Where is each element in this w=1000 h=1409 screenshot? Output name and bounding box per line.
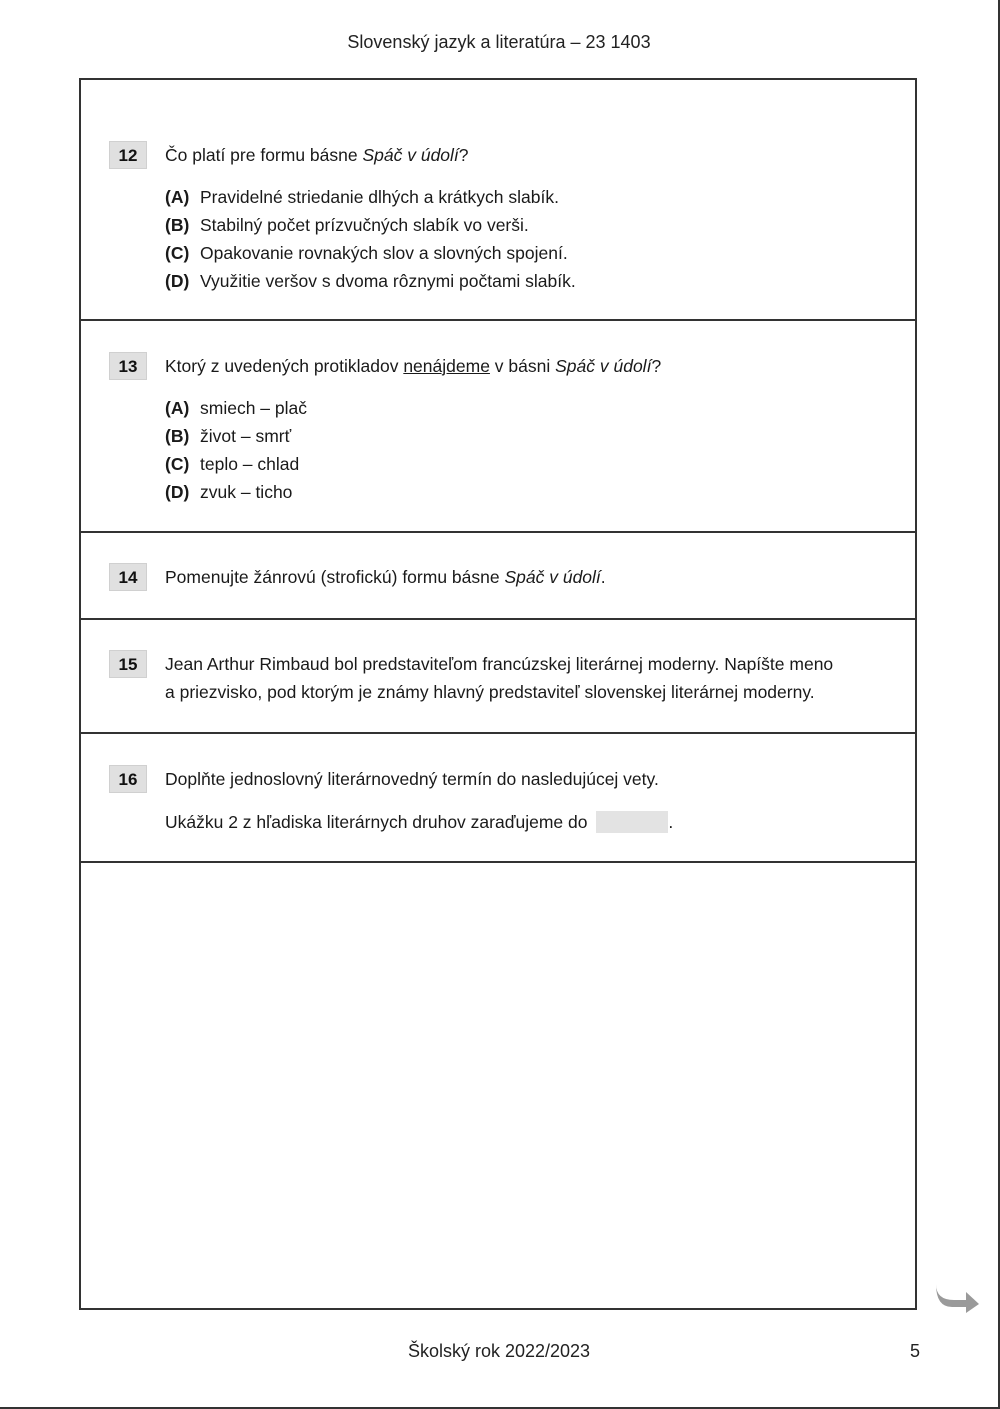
option-b[interactable] <box>165 211 875 239</box>
question-number: 13 <box>109 352 147 380</box>
option-a[interactable] <box>165 183 875 211</box>
option-text: Využitie veršov s dvoma rôznymi počtami slabík. <box>200 271 576 291</box>
option-letter: (A) <box>165 187 190 207</box>
emphasized-word: nenájdeme <box>403 356 490 376</box>
page-number: 5 <box>909 1341 920 1361</box>
poem-title: Spáč v údolí <box>362 145 459 165</box>
fill-in-sentence: Ukážku 2 z hľadiska literárnych druhov zaraďujeme do . <box>165 812 674 832</box>
option-d[interactable] <box>165 267 875 295</box>
question-number: 16 <box>109 765 147 793</box>
poem-title: Spáč v údolí <box>504 567 601 587</box>
question-text: Ktorý z uvedených protikladov nenájdeme v básni Spáč v údolí? <box>165 356 662 376</box>
question-13 <box>81 321 915 533</box>
option-letter: (B) <box>165 426 190 446</box>
answer-blank[interactable] <box>596 811 668 833</box>
option-text: zvuk – ticho <box>200 482 293 502</box>
option-a[interactable] <box>165 394 875 422</box>
answer-options <box>165 394 875 506</box>
option-letter: (C) <box>165 243 190 263</box>
question-text-line: Jean Arthur Rimbaud bol predstaviteľom francúzskej literárnej moderny. Napíšte meno <box>165 654 834 674</box>
question-text <box>165 650 875 706</box>
option-text: život – smrť <box>200 426 292 446</box>
question-14 <box>81 533 915 620</box>
page-header: Slovenský jazyk a literatúra – 23 1403 <box>347 32 651 52</box>
option-c[interactable] <box>165 239 875 267</box>
option-text: Stabilný počet prízvučných slabík vo verši. <box>200 215 529 235</box>
option-letter: (A) <box>165 398 190 418</box>
question-12 <box>81 80 915 321</box>
option-d[interactable] <box>165 478 875 506</box>
question-number: 15 <box>109 650 147 678</box>
question-text-line: a priezvisko, pod ktorým je známy hlavný predstaviteľ slovenskej literárnej moderny. <box>165 682 815 702</box>
option-letter: (D) <box>165 482 190 502</box>
answer-options <box>165 183 875 295</box>
footer-school-year: Školský rok 2022/2023 <box>407 1341 591 1361</box>
option-text: teplo – chlad <box>200 454 300 474</box>
option-c[interactable] <box>165 450 875 478</box>
option-text: Pravidelné striedanie dlhých a krátkych slabík. <box>200 187 559 207</box>
poem-title: Spáč v údolí <box>555 356 652 376</box>
arrow-turn-right-icon <box>932 1280 982 1314</box>
option-text: smiech – plač <box>200 398 307 418</box>
question-frame <box>79 78 917 1310</box>
question-text: Doplňte jednoslovný literárnovedný termín do nasledujúcej vety. <box>165 769 659 789</box>
question-16 <box>81 734 915 863</box>
option-letter: (D) <box>165 271 190 291</box>
option-b[interactable] <box>165 422 875 450</box>
question-text: Čo platí pre formu básne Spáč v údolí? <box>165 145 469 165</box>
option-letter: (B) <box>165 215 190 235</box>
question-15 <box>81 620 915 734</box>
option-letter: (C) <box>165 454 190 474</box>
question-text: Pomenujte žánrovú (strofickú) formu básne Spáč v údolí. <box>165 567 606 587</box>
option-text: Opakovanie rovnakých slov a slovných spojení. <box>200 243 568 263</box>
question-number: 14 <box>109 563 147 591</box>
question-number: 12 <box>109 141 147 169</box>
